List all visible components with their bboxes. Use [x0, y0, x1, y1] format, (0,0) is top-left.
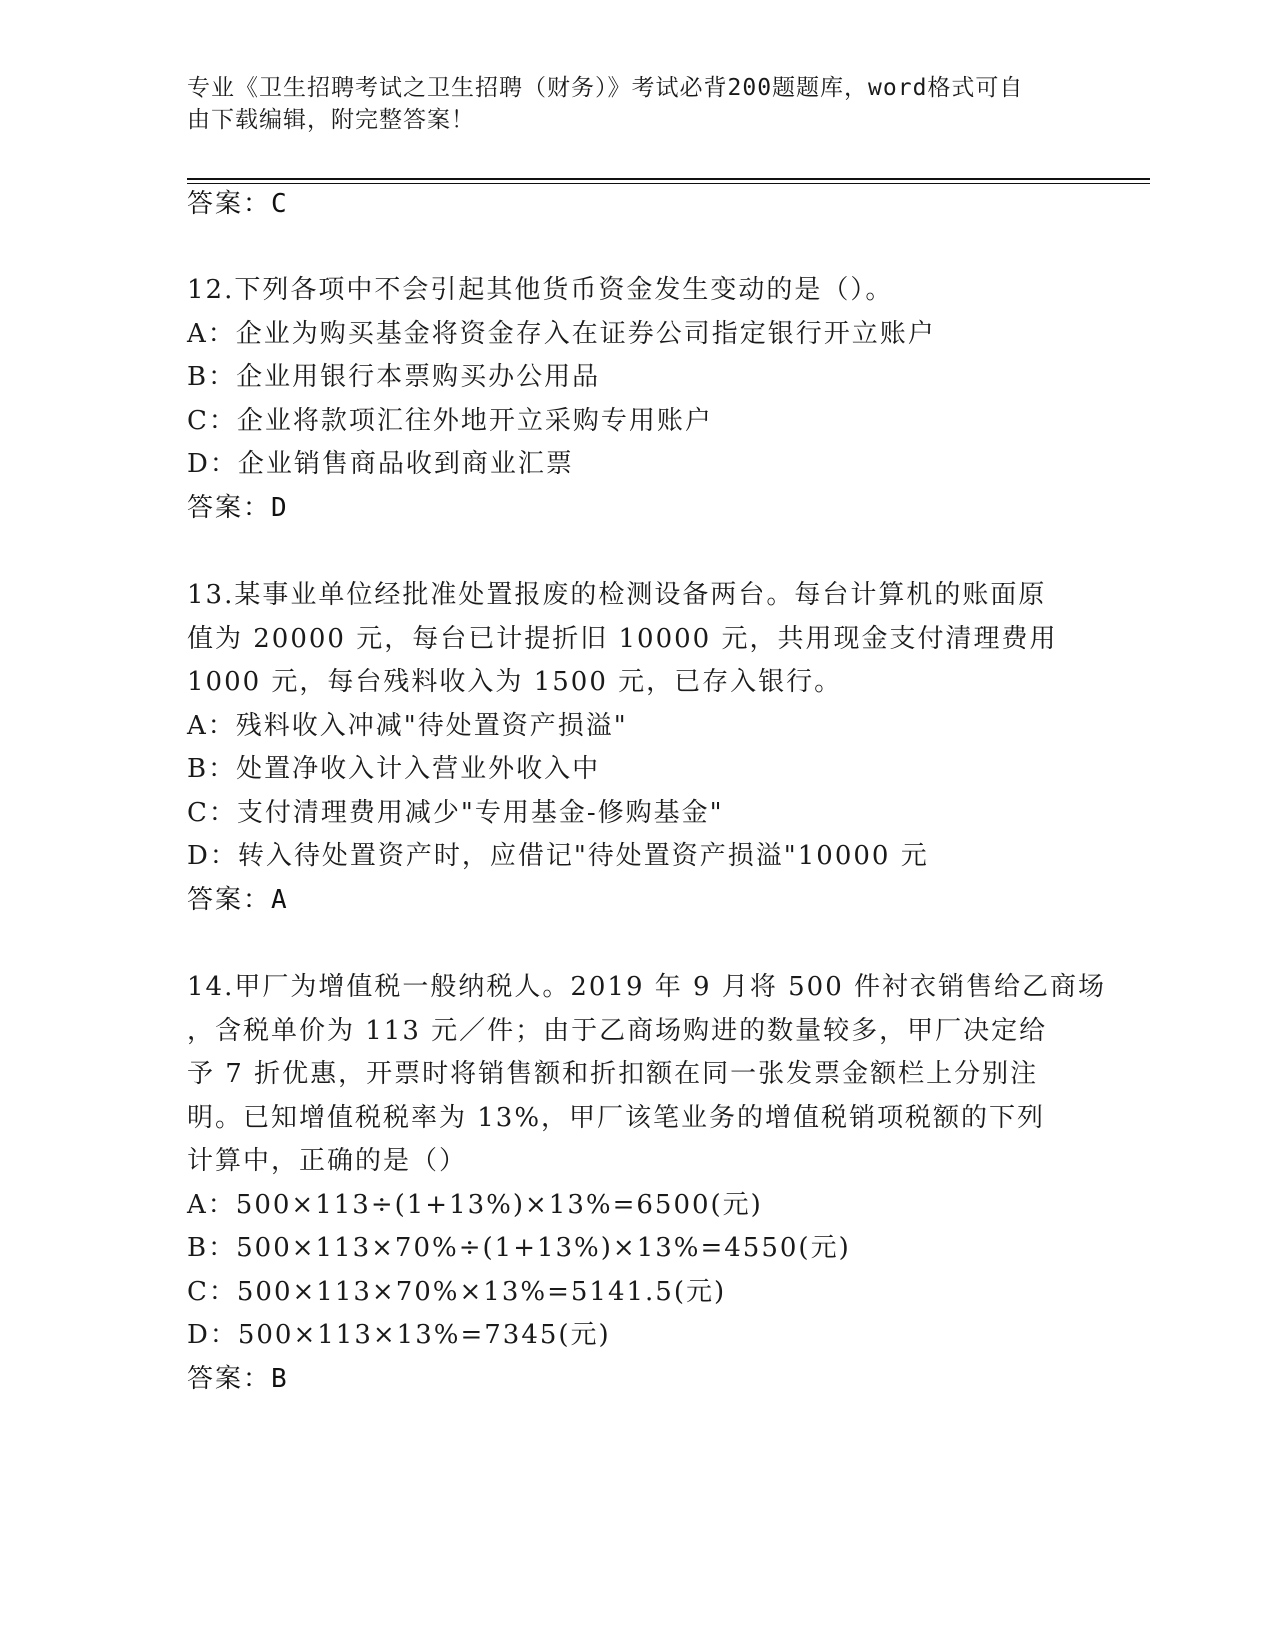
question-12-stem: 12.下列各项中不会引起其他货币资金发生变动的是（）。 [187, 275, 894, 305]
question-13-option-b: B：处置净收入计入营业外收入中 [187, 754, 601, 784]
header-line-1: 专业《卫生招聘考试之卫生招聘（财务）》考试必背200题题库，word格式可自 [187, 75, 1024, 101]
question-14-option-d: D：500×113×13%=7345(元) [187, 1320, 611, 1350]
question-13-stem-line-3: 1000 元，每台残料收入为 1500 元，已存入银行。 [187, 667, 843, 697]
question-13-answer: 答案：A [187, 885, 289, 915]
question-12-option-c: C：企业将款项汇往外地开立采购专用账户 [187, 406, 713, 436]
question-13-option-a: A：残料收入冲减"待处置资产损溢" [187, 711, 628, 741]
question-14-option-b: B：500×113×70%÷(1+13%)×13%=4550(元) [187, 1233, 851, 1263]
question-13-option-c: C：支付清理费用减少"专用基金-修购基金" [187, 798, 724, 828]
answer-previous: 答案：C [187, 189, 289, 219]
question-12-option-d: D：企业销售商品收到商业汇票 [187, 449, 574, 479]
question-14-stem-line-5: 计算中，正确的是（） [187, 1146, 468, 1176]
question-12-option-a: A：企业为购买基金将资金存入在证券公司指定银行开立账户 [187, 319, 936, 349]
question-13-stem-line-2: 值为 20000 元，每台已计提折旧 10000 元，共用现金支付清理费用 [187, 624, 1058, 654]
question-12-option-b: B：企业用银行本票购买办公用品 [187, 362, 601, 392]
question-14-answer: 答案：B [187, 1364, 289, 1394]
question-13-option-d: D：转入待处置资产时，应借记"待处置资产损溢"10000 元 [187, 841, 929, 871]
question-12-answer: 答案：D [187, 493, 289, 523]
question-14-stem-line-1: 14.甲厂为增值税一般纳税人。2019 年 9 月将 500 件衬衣销售给乙商场 [187, 972, 1107, 1002]
document-header [187, 72, 1087, 136]
question-13-stem-line-1: 13.某事业单位经批准处置报废的检测设备两台。每台计算机的账面原 [187, 580, 1047, 610]
question-14-option-a: A：500×113÷(1+13%)×13%=6500(元) [187, 1190, 763, 1220]
question-14-stem-line-2: ，含税单价为 113 元／件；由于乙商场购进的数量较多，甲厂决定给 [187, 1016, 1048, 1046]
header-rule-thin [187, 183, 1150, 184]
header-rule-thick [187, 178, 1150, 180]
question-14-option-c: C：500×113×70%×13%=5141.5(元) [187, 1277, 727, 1307]
question-14-stem-line-4: 明。已知增值税税率为 13%，甲厂该笔业务的增值税销项税额的下列 [187, 1103, 1046, 1133]
header-line-2: 由下载编辑，附完整答案！ [187, 107, 475, 133]
question-14-stem-line-3: 予 7 折优惠，开票时将销售额和折扣额在同一张发票金额栏上分别注 [187, 1059, 1039, 1089]
